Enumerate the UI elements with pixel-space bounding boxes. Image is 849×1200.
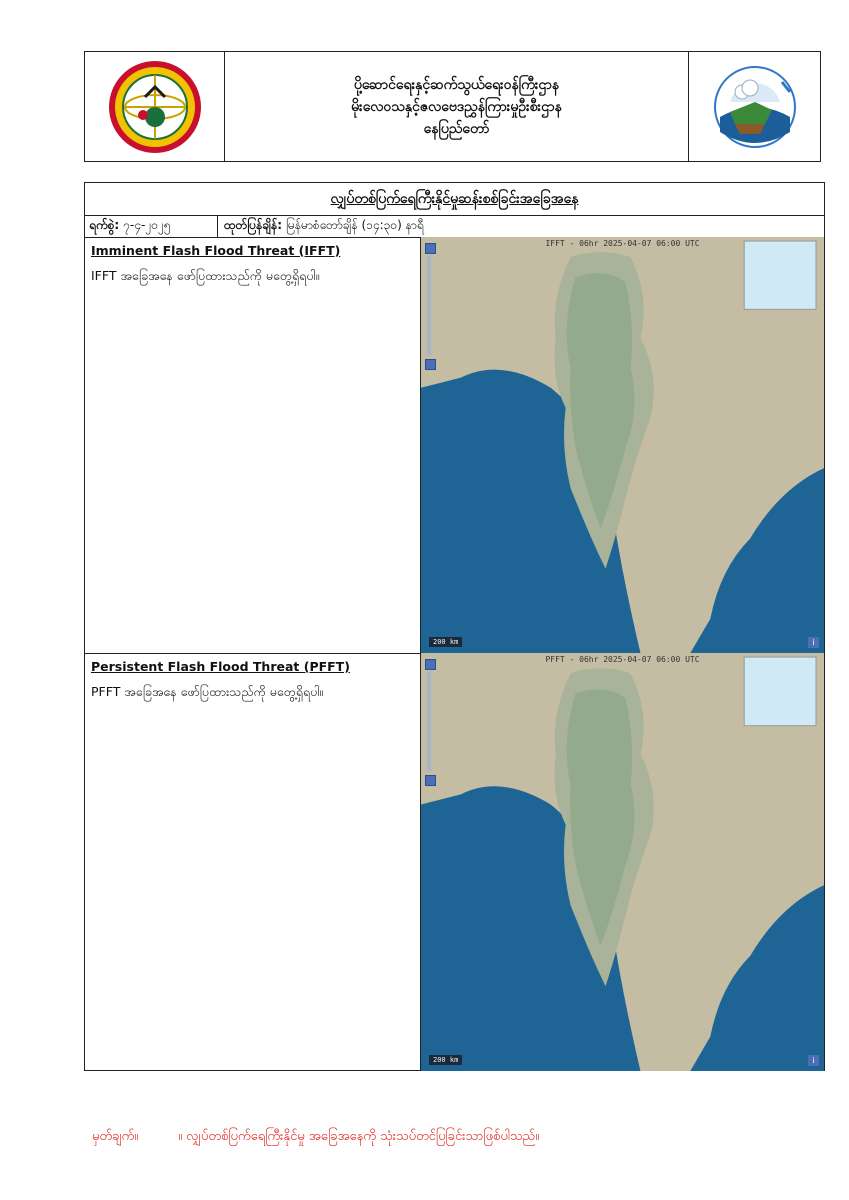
pfft-map — [421, 653, 824, 1071]
note-text: ။ လျှပ်တစ်ပြက်ရေကြီးနိုင်မှု အခြေအနေကို သုံးသပ်တင်ပြခြင်းသာဖြစ်ပါသည်။ — [178, 1129, 540, 1144]
ifft-map-graphic — [421, 237, 824, 653]
info-icon[interactable]: i — [808, 1055, 819, 1066]
zoom-in-icon[interactable] — [425, 243, 436, 254]
ministry-logo-cell — [85, 52, 225, 161]
info-icon[interactable]: i — [808, 637, 819, 648]
zoom-out-icon[interactable] — [425, 359, 436, 370]
ifft-map — [421, 237, 824, 653]
issue-time-label: ထုတ်ပြန်ချိန်: — [224, 218, 283, 232]
date-value: ၇-၄-၂၀၂၅ — [123, 218, 171, 232]
ifft-body: IFFT အခြေအနေ ဖော်ပြထားသည်ကို မတွေ့ရှိရပါ။ — [91, 268, 320, 283]
date-label: ရက်စွဲ: — [89, 218, 120, 232]
ifft-heading: Imminent Flash Flood Threat (IFFT) — [91, 243, 341, 258]
dmh-logo — [710, 62, 800, 152]
flash-flood-table — [84, 182, 825, 1071]
zoom-slider[interactable] — [427, 671, 431, 771]
pfft-map-image — [421, 653, 824, 1071]
zoom-in-icon[interactable] — [425, 659, 436, 670]
location-name: နေပြည်တော် — [423, 120, 490, 137]
date-cell — [85, 215, 218, 237]
pfft-section — [85, 653, 824, 1071]
date-row — [85, 215, 824, 238]
pfft-heading: Persistent Flash Flood Threat (PFFT) — [91, 659, 350, 674]
header-title — [225, 52, 688, 161]
ifft-map-image — [421, 237, 824, 653]
note-label: မှတ်ချက်။ — [92, 1129, 139, 1144]
zoom-out-icon[interactable] — [425, 775, 436, 786]
issue-time-value: မြန်မာစံတော်ချိန် (၁၄:၃၀) နာရီ — [286, 218, 424, 232]
ifft-scale-bar: 200 km — [429, 637, 462, 647]
department-name: မိုးလေဝသနှင့်ဇလဗေဒညွှန်ကြားမှုဦးစီးဌာန — [351, 98, 562, 115]
pfft-text-cell — [85, 653, 421, 1071]
ifft-text-cell — [85, 237, 421, 653]
pfft-scale-bar: 200 km — [429, 1055, 462, 1065]
ministry-logo — [107, 59, 203, 155]
footnote — [92, 1128, 539, 1147]
ifft-section — [85, 237, 824, 654]
zoom-slider[interactable] — [427, 255, 431, 355]
pfft-body: PFFT အခြေအနေ ဖော်ပြထားသည်ကို မတွေ့ရှိရပါ။ — [91, 684, 324, 699]
ministry-name: ပို့ဆောင်ရေးနှင့်ဆက်သွယ်ရေးဝန်ကြီးဌာန — [353, 76, 560, 93]
ifft-map-title: IFFT - 06hr 2025-04-07 06:00 UTC — [545, 239, 700, 248]
dmh-logo-cell — [688, 52, 820, 161]
pfft-map-graphic — [421, 653, 824, 1071]
issue-time-cell — [218, 215, 824, 237]
pfft-map-title: PFFT - 06hr 2025-04-07 06:00 UTC — [545, 655, 700, 664]
table-title: လျှပ်တစ်ပြက်ရေကြီးနိုင်မှုဆန်းစစ်ခြင်းအခြေအနေ — [85, 183, 824, 216]
header-box — [84, 51, 821, 162]
